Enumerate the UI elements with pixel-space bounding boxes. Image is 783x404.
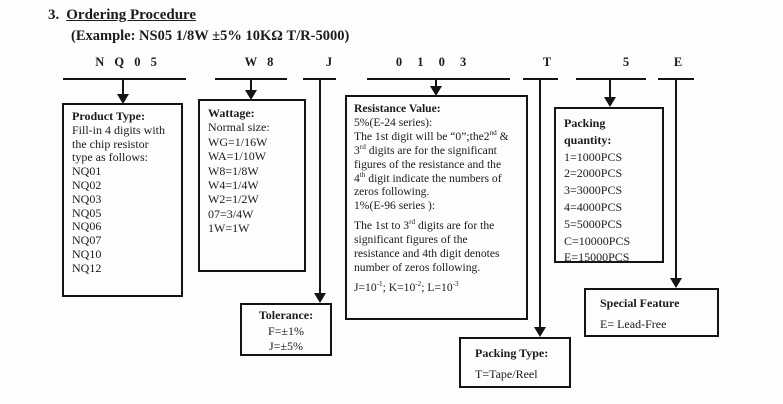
resistance-text-line: 1%(E-96 series ): [354,199,436,213]
resistance-text-line: 3rd digits are for the significant [354,142,497,157]
quantity-option: C=10000PCS [564,233,631,248]
box-title: Wattage: [208,106,255,120]
product-code: NQ02 [72,177,102,192]
multiplier-formula: $J=10^{-1}$; $K=10^{-2}$; $L=10^{-3}$ [354,280,459,294]
resistance-text-line: 4th digit indicate the numbers of [354,170,502,185]
quantity-option: 2=2000PCS [564,166,623,181]
box-title: Product Type: [72,109,146,123]
packing-type-box [459,337,571,388]
connector-resistance [367,79,510,96]
code-part-tolerance: J [325,55,333,69]
product-code: NQ03 [72,191,102,206]
connector-packing-quantity [576,79,646,107]
section-number: 3. [48,7,60,23]
wattage-option: WA=1/10W [208,149,267,164]
box-title: Packing [564,116,606,130]
special-feature-box [584,288,719,337]
section-title [48,7,196,24]
resistance-text-line: number of zeros following. [354,260,481,274]
quantity-option: E=15000PCS [564,250,630,265]
product-code: NQ10 [72,246,102,261]
box-title: Special Feature [600,296,680,310]
packing-type-option: T=Tape/Reel [475,367,538,381]
box-title: Resistance Value: [354,102,441,115]
tolerance-option: F=±1% [267,323,305,338]
quantity-option: 5=5000PCS [564,216,623,231]
box-title: quantity: [564,132,612,147]
wattage-option: W4=1/4W [208,178,259,193]
box-title: Tolerance: [258,308,314,322]
wattage-option: 07=3/4W [208,206,254,221]
description-line: Fill-in 4 digits with [72,122,166,137]
packing-quantity-box [554,107,664,263]
resistance-text-line: figures of the resistance and the [354,157,502,171]
quantity-option: 3=3000PCS [564,183,623,198]
resistance-value-box [345,95,528,320]
connector-packing-type [523,79,558,337]
tolerance-option: J=±5% [268,339,304,354]
product-code: NQ12 [72,260,102,275]
resistance-text-line: significant figures of the [354,233,468,247]
code-part-resistance: 0 1 0 3 [395,55,467,69]
resistance-text-line: The 1st digit will be “0”;the2nd & [354,128,509,143]
box-subtitle: Normal size: [208,120,270,135]
example-line: (Example: NS05 1/8W ±5% 10KΩ T/R-5000) [71,28,350,44]
wattage-option: W8=1/8W [208,163,259,178]
resistance-text-line: zeros following. [354,185,430,199]
connector-wattage [215,79,287,100]
description-line: the chip resistor [72,136,149,151]
connector-product-type [63,79,186,104]
arrow-down-icon [670,278,682,288]
code-part-wattage: W 8 [244,55,274,69]
special-feature-option: E= Lead-Free [600,317,667,331]
code-part-product-type: N Q 0 5 [95,55,157,69]
arrow-down-icon [534,327,546,337]
arrow-down-icon [604,97,616,107]
resistance-text-line: resistance and 4th digit denotes [354,247,500,261]
box-title: Packing Type: [475,346,549,360]
code-part-packing-quantity: 5 [622,55,630,69]
quantity-option: 4=4000PCS [564,199,623,214]
quantity-option: 1=1000PCS [564,149,623,164]
product-code: NQ01 [72,164,102,179]
wattage-box [198,99,306,272]
description-line: type as follows: [72,150,148,165]
code-part-packing-type: T [542,55,552,69]
product-code: NQ06 [72,219,102,234]
code-part-special-feature: E [673,55,683,69]
tolerance-box [240,303,332,356]
wattage-option: 1W=1W [208,221,250,236]
product-code: NQ05 [72,205,102,220]
product-code: NQ07 [72,233,102,248]
arrow-down-icon [314,293,326,303]
connector-tolerance [303,79,336,303]
product-type-box [62,103,183,297]
resistance-text-line: The 1st to 3rd digits are for the [354,218,495,233]
section-title-text: Ordering Procedure [66,7,197,23]
wattage-option: W2=1/2W [208,192,259,207]
resistance-text-line: 5%(E-24 series): [354,115,433,129]
wattage-option: WG=1/16W [208,134,268,149]
